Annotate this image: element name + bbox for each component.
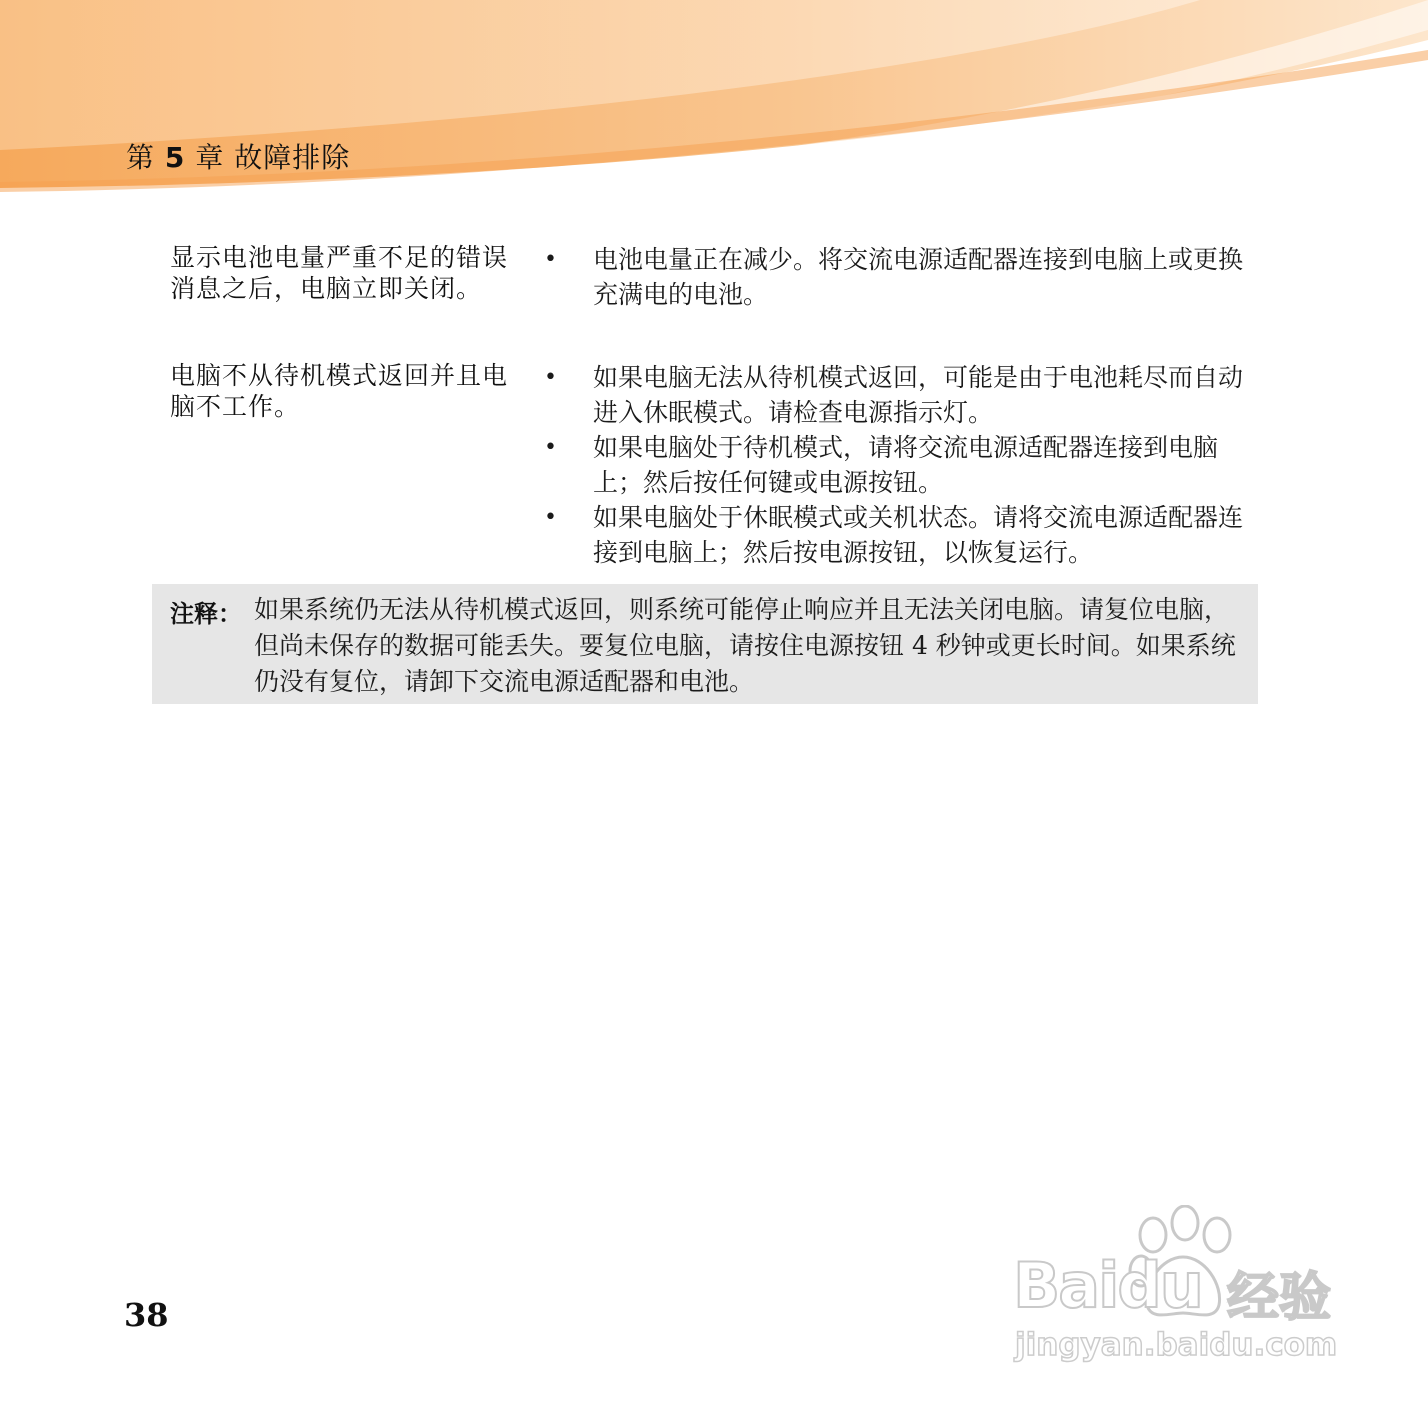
chapter-suffix: 章 故障排除 xyxy=(195,141,351,174)
baidu-watermark xyxy=(1005,1205,1355,1380)
problem-text: 显示电池电量严重不足的错误消息之后，电脑立即关闭。 xyxy=(170,243,509,303)
solution-item xyxy=(540,500,1260,570)
solution-text: 电池电量正在减少。将交流电源适配器连接到电脑上或更换充满电的电池。 xyxy=(593,245,1244,309)
bullet-icon: • xyxy=(544,505,557,530)
solution-item xyxy=(540,360,1260,430)
bullet-icon: • xyxy=(544,435,557,460)
chapter-prefix: 第 xyxy=(126,141,156,174)
page-number: 38 xyxy=(124,1296,169,1334)
watermark-brand-cn: 经验 xyxy=(1227,1268,1332,1328)
chapter-number: 5 xyxy=(164,141,186,174)
solution-text: 如果电脑处于休眠模式或关机状态。请将交流电源适配器连接到电脑上；然后按电源按钮，以恢复运行。 xyxy=(593,503,1244,567)
bullet-icon: • xyxy=(544,247,557,272)
solution-item xyxy=(540,242,1260,312)
solution-item xyxy=(540,430,1260,500)
note-label: 注释： xyxy=(170,600,242,628)
watermark-brand: Baidu xyxy=(1013,1249,1202,1322)
note-box xyxy=(152,584,1258,704)
solution-text: 如果电脑处于待机模式，请将交流电源适配器连接到电脑上；然后按任何键或电源按钮。 xyxy=(593,433,1219,497)
note-text: 如果系统仍无法从待机模式返回，则系统可能停止响应并且无法关闭电脑。请复位电脑，但尚未保存的数据可能丢失。要复位电脑，请按住电源按钮 4 秒钟或更长时间。如果系统仍没有复位，请卸下交流电源适配器和电池。 xyxy=(254,595,1236,696)
watermark-url: jingyan.baidu.com xyxy=(1015,1327,1338,1363)
problem-text: 电脑不从待机模式返回并且电脑不工作。 xyxy=(170,361,509,421)
chapter-title xyxy=(126,136,350,176)
bullet-icon: • xyxy=(544,365,557,390)
solution-list xyxy=(540,242,1260,312)
solution-list xyxy=(540,360,1260,570)
solution-text: 如果电脑无法从待机模式返回，可能是由于电池耗尽而自动进入休眠模式。请检查电源指示灯。 xyxy=(593,363,1244,427)
